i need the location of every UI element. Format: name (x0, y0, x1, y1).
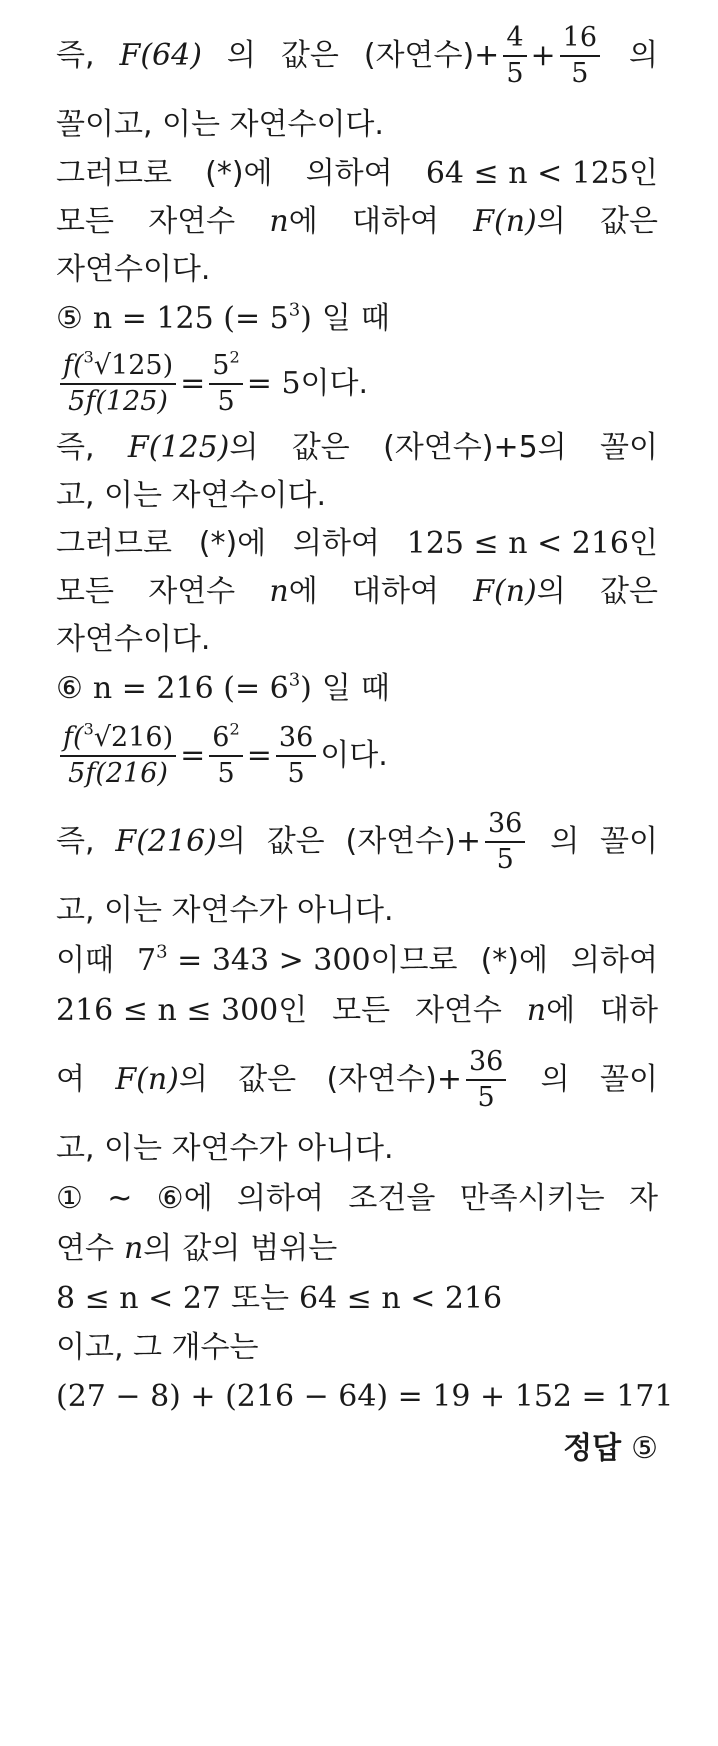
math-expression: F(216) (115, 824, 217, 859)
text-line (56, 886, 658, 936)
fraction (60, 719, 176, 789)
math-expression: (27 − 8) + (216 − 64) = 19 + 152 = 171 (56, 1379, 674, 1414)
math-expression: F(n) (115, 1062, 179, 1097)
text: 자연수 (148, 204, 236, 239)
math-expression: F(n) (473, 204, 537, 239)
math-inequality (56, 993, 307, 1029)
text: 값은 (291, 430, 350, 465)
text: ⑥에 (156, 1181, 213, 1216)
math-sum (363, 21, 604, 89)
fraction-bar (560, 55, 600, 57)
math-sum (345, 807, 530, 875)
fraction-bar (466, 1079, 506, 1081)
text: 조건을 (348, 1181, 436, 1216)
function-phrase (128, 430, 258, 466)
function-phrase (115, 824, 245, 860)
text: 이다. (300, 366, 369, 401)
denominator: 5 (217, 758, 235, 789)
text: 자연수이다. (56, 252, 211, 287)
text-line (56, 936, 658, 986)
text-line (56, 424, 658, 472)
text: 이고, 그 개수는 (56, 1330, 259, 1365)
text: 의 (629, 38, 658, 73)
text: 즉, (56, 430, 95, 465)
text: 이므로 (370, 943, 458, 978)
text: (자연수)+ (363, 38, 500, 73)
text: 의 (550, 824, 580, 859)
text: 의 (226, 38, 256, 73)
math-expression: 216 ≤ n ≤ 300 (56, 993, 279, 1028)
text-line (56, 1036, 658, 1124)
math-expression (93, 671, 312, 707)
text: 값의 (182, 1231, 241, 1266)
text: 고, 이는 자연수이다. (56, 478, 326, 513)
text: 꼴이고, 이는 자연수이다. (56, 107, 384, 142)
math-expression (137, 943, 371, 979)
math-part: f( (63, 721, 84, 753)
text: (*)에 (480, 943, 548, 978)
denominator: 5 (571, 58, 589, 89)
text: 그러므로 (56, 526, 172, 561)
text: 대하여 (351, 204, 439, 239)
text: 의 (178, 1062, 208, 1097)
text-line (56, 1274, 658, 1324)
math-expression: 8 ≤ n < 27 (56, 1281, 221, 1316)
text: ① (56, 1181, 83, 1216)
root-index: 3 (83, 719, 94, 739)
exponent: 2 (229, 347, 240, 367)
numerator: 36 (488, 807, 523, 839)
text: 자연수 (414, 993, 502, 1028)
text: 의하여 (237, 1181, 324, 1216)
text-line (56, 150, 658, 198)
text: 의 (229, 430, 259, 465)
text-line (56, 100, 658, 150)
answer-line (56, 1422, 658, 1476)
text: 의 (216, 824, 246, 859)
denominator: 5f(216) (68, 758, 168, 789)
equals-sign: = (180, 366, 206, 401)
math-expression: F(n) (473, 574, 537, 609)
text: 이때 (56, 943, 114, 978)
answer-label: 정답 (563, 1431, 622, 1466)
fraction-bar (276, 755, 316, 757)
text: 에 (288, 574, 318, 609)
fraction-bar (60, 383, 176, 385)
fraction-bar (503, 55, 526, 57)
text: (자연수)+5 (383, 430, 538, 465)
fraction (209, 347, 243, 417)
denominator: 5 (496, 844, 514, 875)
text: 의하여 (571, 943, 658, 978)
text-line (56, 198, 658, 246)
text-line (56, 12, 658, 100)
text: 의하여 (305, 156, 393, 191)
text: 여 (56, 1062, 85, 1097)
exponent: 2 (229, 719, 240, 739)
text: 인 (278, 993, 308, 1028)
fraction (60, 347, 176, 417)
math-text-2: n = 216 (= $6^3$) (92, 669, 312, 706)
fraction (466, 1045, 506, 1113)
text: 자연수 (148, 574, 236, 609)
fraction (209, 719, 243, 789)
function-phrase (115, 1062, 208, 1098)
root: √125 (93, 349, 163, 381)
variable: n (123, 1231, 144, 1266)
text: 모든 (56, 574, 114, 609)
fraction (560, 21, 600, 89)
equals-sign: = (180, 738, 206, 773)
text: 값은 (599, 574, 658, 609)
math-line (56, 1372, 674, 1422)
text: 꼴이 (600, 824, 658, 859)
fraction-bar (485, 841, 525, 843)
text: 그러므로 (56, 156, 172, 191)
case-header (56, 294, 658, 344)
denominator: 5 (506, 58, 524, 89)
variable: n (269, 204, 289, 239)
variable: n (526, 993, 547, 1028)
text: 에 (288, 204, 318, 239)
math-expression: 64 ≤ n < 216 (298, 1281, 503, 1316)
math-expression: F(125) (127, 430, 230, 465)
text: 의 (536, 574, 566, 609)
math-line (56, 714, 658, 798)
base: 7 (137, 943, 157, 978)
denominator: 5f(125) (68, 386, 168, 417)
text: 모든 (332, 993, 391, 1028)
fraction (485, 807, 525, 875)
text: (자연수)+ (345, 824, 481, 859)
variable: n (269, 574, 289, 609)
text: 고, 이는 자연수가 아니다. (56, 893, 394, 928)
text: 의 (143, 1231, 173, 1266)
fraction-bar (209, 383, 243, 385)
root: √216 (93, 721, 163, 753)
numerator (60, 719, 176, 753)
text: 일 (321, 301, 351, 336)
text-line (56, 1324, 658, 1372)
numerator: 36 (468, 1045, 504, 1077)
text: 또는 (231, 1281, 289, 1316)
text-line (56, 616, 658, 664)
text: 꼴이 (599, 1062, 658, 1097)
text-line (56, 1224, 658, 1274)
math-expression: 64 ≤ n < 125 (425, 156, 630, 191)
equals-sign: = (246, 738, 272, 773)
answer-value: ⑤ (631, 1431, 658, 1466)
circled-number: ⑤ (56, 301, 83, 336)
text: 때 (360, 301, 390, 336)
text-line (56, 568, 658, 616)
text: 때 (360, 671, 390, 706)
numerator: 16 (562, 21, 598, 53)
text-line (56, 246, 658, 294)
text: 고, 이는 자연수가 아니다. (56, 1131, 394, 1166)
text: 값은 (280, 38, 339, 73)
denominator: 5 (477, 1082, 495, 1113)
text: 인 (629, 526, 658, 561)
numerator (60, 347, 176, 381)
math-expression (93, 301, 312, 337)
text-line (56, 986, 658, 1036)
math-part: ) (162, 349, 174, 381)
numerator (209, 719, 243, 753)
variable-phrase (527, 993, 575, 1029)
variable-phrase (124, 1231, 172, 1267)
plus-sign: + (530, 38, 556, 73)
denominator: 5 (287, 758, 305, 789)
text: 만족시키는 (459, 1181, 605, 1216)
function-phrase (473, 204, 566, 240)
text: 의 (536, 204, 566, 239)
text: 자 (628, 1181, 658, 1216)
text: (자연수)+ (326, 1062, 462, 1097)
text-line (56, 798, 658, 886)
text: 이다. (320, 738, 388, 773)
base: 5 (212, 349, 230, 381)
math-part: f( (63, 349, 84, 381)
fraction-bar (60, 755, 176, 757)
math-expression: F(64) (119, 38, 202, 73)
text: 값은 (238, 1062, 297, 1097)
math-part: = 343 > 300 (177, 943, 371, 978)
math-text-1: n = 125 (= $5^3$) (92, 299, 312, 336)
denominator: 5 (217, 386, 235, 417)
text: 연수 (56, 1231, 114, 1266)
text: 대하 (599, 993, 658, 1028)
root-index: 3 (83, 347, 94, 367)
text: 값은 (266, 824, 325, 859)
case-header (56, 664, 658, 714)
text: 모든 (56, 204, 114, 239)
text-line (56, 520, 658, 568)
math-expression: = 5 (246, 366, 301, 401)
text: 범위는 (250, 1231, 338, 1266)
text: ~ (107, 1181, 133, 1216)
numerator: 36 (278, 721, 314, 753)
text-line (56, 472, 658, 520)
fraction-bar (209, 755, 243, 757)
math-part: ) (162, 721, 174, 753)
text: (*)에 (198, 526, 267, 561)
text: 의하여 (292, 526, 380, 561)
base: 6 (212, 721, 230, 753)
text: 일 (321, 671, 351, 706)
math-inequality (426, 156, 658, 192)
sum-phrase (383, 430, 567, 466)
fraction (276, 721, 316, 789)
function-phrase (473, 574, 566, 610)
text: 즉, (56, 38, 95, 73)
text: 즉, (56, 824, 95, 859)
text: 의 (537, 430, 567, 465)
fraction (503, 21, 526, 89)
text: 에 (546, 993, 576, 1028)
math-inequality (407, 526, 658, 562)
numerator (209, 347, 243, 381)
variable-phrase (269, 204, 317, 240)
math-expression-group (137, 943, 457, 979)
numerator: 4 (506, 21, 524, 53)
text: 의 (540, 1062, 570, 1097)
text: 인 (629, 156, 658, 191)
text-line (56, 1174, 658, 1224)
variable-phrase (269, 574, 317, 610)
text: (*)에 (205, 156, 273, 191)
text-line (56, 1124, 658, 1174)
text: 값은 (599, 204, 658, 239)
text: 대하여 (351, 574, 439, 609)
circled-number: ⑥ (56, 671, 83, 706)
text: 꼴이 (600, 430, 658, 465)
math-expression: 125 ≤ n < 216 (406, 526, 630, 561)
math-sum (326, 1045, 510, 1113)
math-line (56, 344, 658, 424)
text: 자연수이다. (56, 622, 211, 657)
exponent: 3 (156, 941, 168, 963)
